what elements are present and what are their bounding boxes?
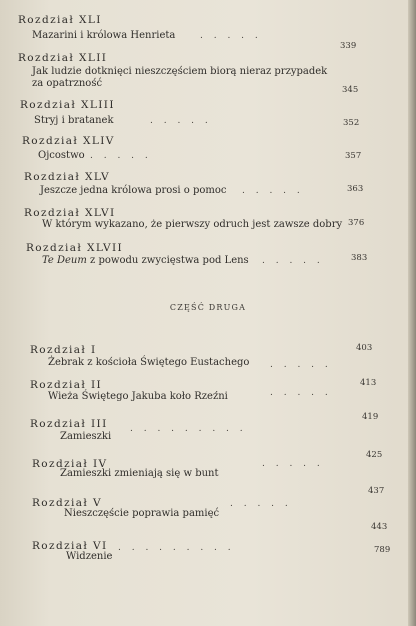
chapter-title: Żebrak z kościoła Świętego Eustachego bbox=[48, 357, 250, 368]
chapter-title: Widzenie bbox=[66, 551, 113, 562]
folio-number: 789 bbox=[374, 545, 391, 555]
page-number: 413 bbox=[360, 378, 377, 388]
chapter-title bbox=[42, 255, 249, 267]
chapter-heading: Rozdział V bbox=[32, 497, 102, 509]
dot-leader: . . . . . . . . . bbox=[130, 424, 247, 434]
dot-leader: . . . . . bbox=[90, 151, 152, 161]
chapter-heading: Rozdział VI bbox=[32, 540, 108, 552]
dot-leader: . . . . . bbox=[150, 116, 212, 126]
chapter-title: Ojcostwo bbox=[38, 150, 85, 161]
page-number: 376 bbox=[348, 218, 365, 228]
page-number: 443 bbox=[371, 522, 388, 532]
chapter-heading: Rozdział XLV bbox=[24, 171, 110, 183]
chapter-title: Jeszcze jedna królowa prosi o pomoc bbox=[40, 185, 227, 196]
chapter-title-rest: z powodu zwycięstwa pod Lens bbox=[86, 255, 249, 266]
chapter-heading: Rozdział XLIII bbox=[20, 99, 115, 111]
chapter-title: Zamieszki bbox=[60, 431, 112, 442]
chapter-heading: Rozdział XLII bbox=[18, 52, 108, 64]
page-number: 357 bbox=[345, 151, 362, 161]
page-number: 437 bbox=[368, 486, 385, 496]
page-number: 383 bbox=[351, 253, 368, 263]
chapter-title-italic: Te Deum bbox=[42, 255, 87, 266]
page-edge bbox=[408, 0, 416, 626]
dot-leader: . . . . . bbox=[262, 256, 324, 266]
chapter-title: Wieża Świętego Jakuba koło Rzeźni bbox=[48, 391, 228, 402]
page-number: 345 bbox=[342, 85, 359, 95]
chapter-heading: Rozdział XLI bbox=[18, 14, 102, 26]
page-number: 339 bbox=[340, 41, 357, 51]
dot-leader: . . . . . bbox=[200, 31, 262, 41]
page-number: 403 bbox=[356, 343, 373, 353]
chapter-heading: Rozdział XLVI bbox=[24, 207, 116, 219]
dot-leader: . . . . . bbox=[262, 459, 324, 469]
chapter-heading: Rozdział II bbox=[30, 379, 103, 391]
chapter-title: Zamieszki zmieniają się w bunt bbox=[60, 468, 219, 479]
chapter-title: W którym wykazano, że pierwszy odruch jest zawsze dobry bbox=[42, 219, 343, 230]
dot-leader: . . . . . . . . . bbox=[118, 543, 235, 553]
chapter-title-line1: Jak ludzie dotknięci nieszczęściem biorą nieraz przypadek bbox=[32, 66, 328, 77]
dot-leader: . . . . . bbox=[270, 360, 332, 370]
part-heading: CZĘŚĆ DRUGA bbox=[169, 303, 247, 312]
chapter-heading: Rozdział XLVII bbox=[26, 242, 124, 254]
chapter-title-line2: za opatrzność bbox=[32, 78, 103, 89]
chapter-title: Mazarini i królowa Henrieta bbox=[32, 30, 176, 41]
dot-leader: . . . . . bbox=[230, 499, 292, 509]
dot-leader: . . . . . bbox=[270, 388, 332, 398]
chapter-title: Nieszczęście poprawia pamięć bbox=[64, 508, 220, 519]
chapter-heading: Rozdział IV bbox=[32, 458, 108, 470]
page-number: 425 bbox=[366, 450, 383, 460]
page-number: 419 bbox=[362, 412, 379, 422]
page-number: 352 bbox=[343, 118, 360, 128]
dot-leader: . . . . . bbox=[242, 186, 304, 196]
chapter-heading: Rozdział I bbox=[30, 344, 97, 356]
chapter-heading: Rozdział XLIV bbox=[22, 135, 115, 147]
chapter-heading: Rozdział III bbox=[30, 418, 108, 430]
page-number: 363 bbox=[347, 184, 364, 194]
chapter-title: Stryj i bratanek bbox=[34, 115, 114, 126]
